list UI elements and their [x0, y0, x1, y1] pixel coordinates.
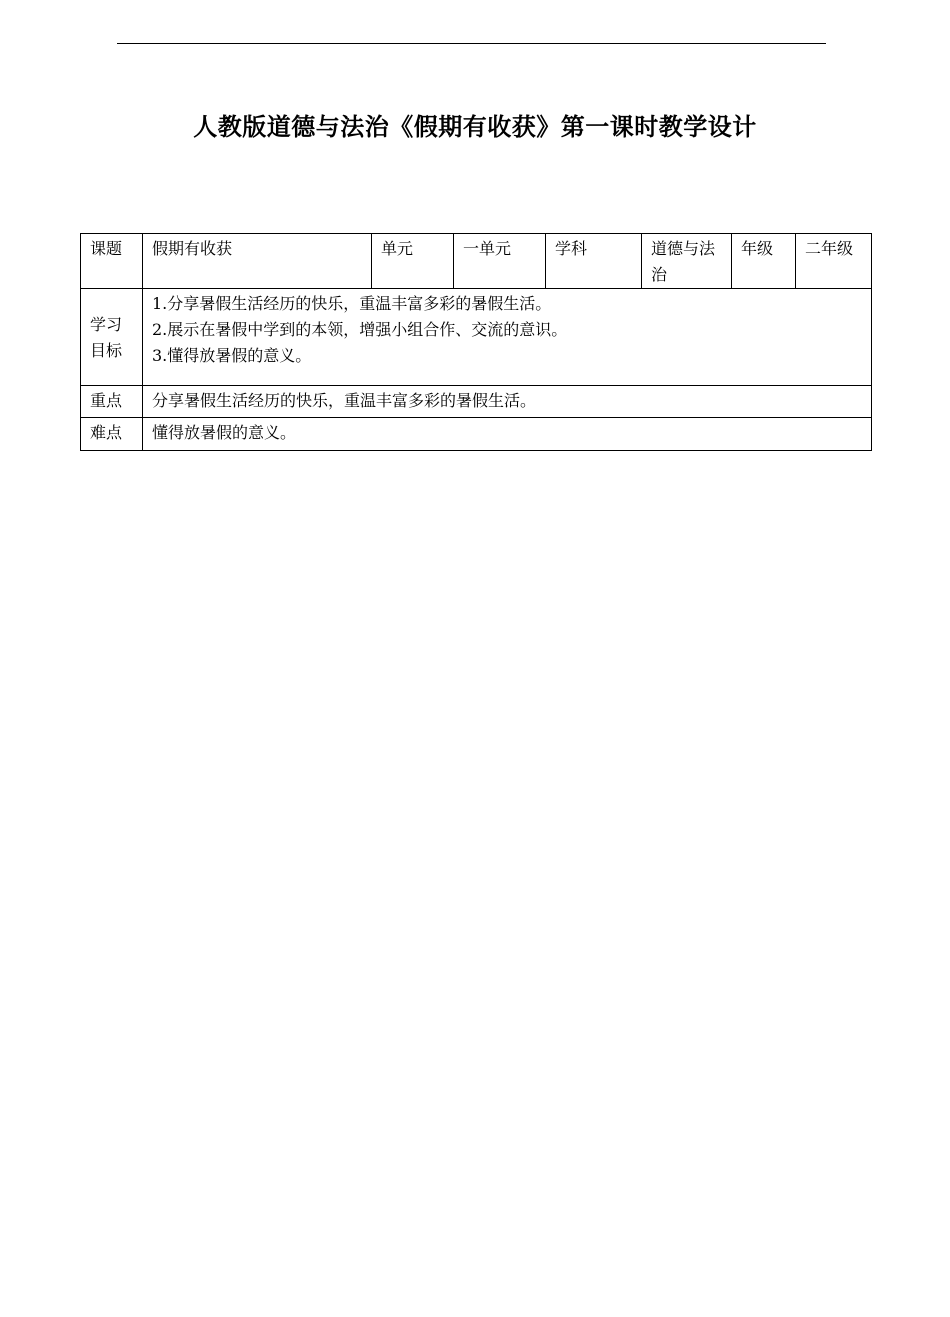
table-row [81, 234, 872, 289]
table-row [81, 386, 872, 418]
unit-label: 单元 [372, 234, 454, 289]
grade-value: 二年级 [796, 234, 872, 289]
goals-content [143, 289, 872, 386]
document-title: 人教版道德与法治《假期有收获》第一课时教学设计 [193, 113, 757, 141]
difficulty-label: 难点 [81, 418, 143, 451]
grade-label: 年级 [732, 234, 796, 289]
unit-value: 一单元 [454, 234, 546, 289]
goal-item: 3.懂得放暑假的意义。 [152, 346, 312, 365]
subject-value: 道德与法治 [642, 234, 732, 289]
subject-label: 学科 [546, 234, 642, 289]
goal-item: 2.展示在暑假中学到的本领，增强小组合作、交流的意识。 [152, 320, 568, 339]
goal-item: 1.分享暑假生活经历的快乐，重温丰富多彩的暑假生活。 [152, 294, 552, 313]
lesson-info-table [80, 233, 872, 451]
key-point-label: 重点 [81, 386, 143, 418]
difficulty-value: 懂得放暑假的意义。 [143, 418, 872, 451]
topic-value: 假期有收获 [143, 234, 372, 289]
goals-label: 学习目标 [81, 289, 143, 386]
table-row [81, 289, 872, 386]
topic-label: 课题 [81, 234, 143, 289]
header-rule [117, 43, 826, 44]
key-point-value: 分享暑假生活经历的快乐，重温丰富多彩的暑假生活。 [143, 386, 872, 418]
table-row [81, 418, 872, 451]
